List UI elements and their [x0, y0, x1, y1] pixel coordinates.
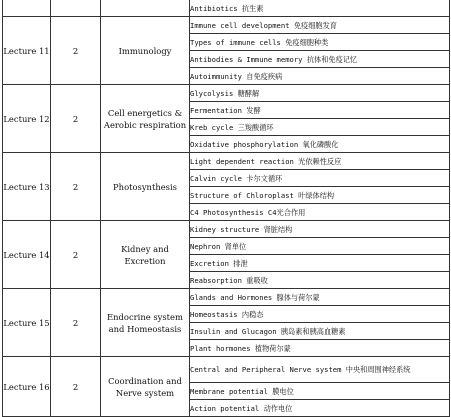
subtopic-cell: Antibodies & Immune memory 抗体和免疫记忆: [190, 51, 450, 68]
hours-cell: 2: [51, 289, 101, 357]
lecture-number-cell: Lecture 14: [3, 221, 51, 289]
subtopic-cell: Excretion 排泄: [190, 255, 450, 272]
subtopic-cell: Glycolysis 糖酵解: [190, 85, 450, 102]
hours-cell: 2: [51, 221, 101, 289]
topic-cell-empty: [101, 0, 190, 17]
syllabus-table: [2, 0, 450, 417]
subtopic-cell: Nephron 肾单位: [190, 238, 450, 255]
subtopic-cell: Reabsorption 重吸收: [190, 272, 450, 289]
table-row: [3, 221, 450, 238]
lecture-number-cell: Lecture 13: [3, 153, 51, 221]
subtopic-cell: Antibiotics 抗生素: [190, 0, 450, 17]
topic-cell: Cell energetics & Aerobic respiration: [101, 85, 190, 153]
topic-cell: Endocrine system and Homeostasis: [101, 289, 190, 357]
table-row: [3, 153, 450, 170]
subtopic-cell: Structure of Chloroplast 叶绿体结构: [190, 187, 450, 204]
subtopic-cell: Insulin and Glucagon 胰岛素和胰高血糖素: [190, 323, 450, 340]
lecture-cell-empty: [3, 0, 51, 17]
topic-cell: Coordination and Nerve system: [101, 357, 190, 417]
table-row: [3, 0, 450, 17]
subtopic-cell: Types of immune cells 免疫细胞种类: [190, 34, 450, 51]
subtopic-cell: Fermentation 发酵: [190, 102, 450, 119]
subtopic-cell: Calvin cycle 卡尔文循环: [190, 170, 450, 187]
hours-cell: 2: [51, 17, 101, 85]
lecture-number-cell: Lecture 11: [3, 17, 51, 85]
subtopic-cell: Central and Peripheral Nerve system 中央和周围神经系统: [190, 357, 450, 383]
subtopic-cell: Membrane potential 膜电位: [190, 383, 450, 400]
lecture-number-cell: Lecture 16: [3, 357, 51, 417]
subtopic-cell: Light dependent reaction 光依赖性反应: [190, 153, 450, 170]
subtopic-cell: Kidney structure 肾脏结构: [190, 221, 450, 238]
subtopic-cell: Oxidative phosphorylation 氧化磷酸化: [190, 136, 450, 153]
subtopic-cell: Immune cell development 免疫细胞发育: [190, 17, 450, 34]
subtopic-cell: Kreb cycle 三羧酸循环: [190, 119, 450, 136]
table-row: [3, 85, 450, 102]
lecture-number-cell: Lecture 15: [3, 289, 51, 357]
lecture-number-cell: Lecture 12: [3, 85, 51, 153]
subtopic-cell: Plant hormones 植物荷尔蒙: [190, 340, 450, 357]
subtopic-cell: Autoimmunity 自免疫疾病: [190, 68, 450, 85]
hours-cell: 2: [51, 357, 101, 417]
topic-cell: Immunology: [101, 17, 190, 85]
subtopic-cell: Homeostasis 内稳态: [190, 306, 450, 323]
table-row: [3, 17, 450, 34]
hours-cell: 2: [51, 153, 101, 221]
hours-cell-empty: [51, 0, 101, 17]
subtopic-cell: Action potential 动作电位: [190, 400, 450, 417]
subtopic-cell: C4 Photosynthesis C4光合作用: [190, 204, 450, 221]
hours-cell: 2: [51, 85, 101, 153]
table-row: [3, 357, 450, 383]
topic-cell: Kidney and Excretion: [101, 221, 190, 289]
topic-cell: Photosynthesis: [101, 153, 190, 221]
table-row: [3, 289, 450, 306]
subtopic-cell: Glands and Hormones 腺体与荷尔蒙: [190, 289, 450, 306]
